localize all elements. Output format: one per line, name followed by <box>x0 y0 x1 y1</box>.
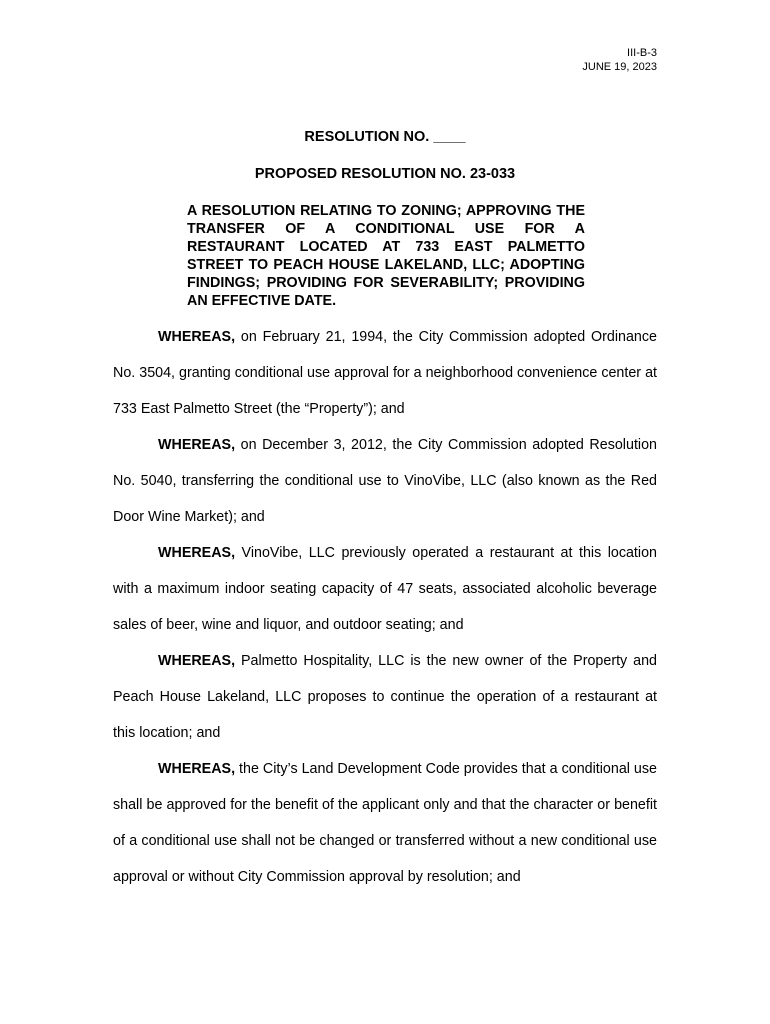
whereas-text: the City’s Land Development Code provides that a conditional use shall be approved for the benefit of the applicant only and that the character or benefit of a conditional use shall not be changed or transferred without a new conditional use approval or without City Commission approval by resolution; and <box>113 761 657 885</box>
whereas-paragraph-3 <box>113 535 657 643</box>
whereas-text: on December 3, 2012, the City Commission adopted Resolution No. 5040, transferring the conditional use to VinoVibe, LLC (also known as the Red Door Wine Market); and <box>113 437 657 525</box>
whereas-text: Palmetto Hospitality, LLC is the new owner of the Property and Peach House Lakeland, LLC proposes to continue the operation of a restaurant at this location; and <box>113 653 657 741</box>
page-header <box>582 46 657 74</box>
whereas-text: VinoVibe, LLC previously operated a restaurant at this location with a maximum indoor seating capacity of 47 seats, associated alcoholic beverage sales of beer, wine and liquor, and outdoor seating; and <box>113 545 657 633</box>
whereas-paragraph-1 <box>113 319 657 427</box>
whereas-lead: WHEREAS, <box>158 653 236 669</box>
whereas-paragraph-4 <box>113 643 657 751</box>
resolution-number: RESOLUTION NO. ____ <box>304 129 466 145</box>
whereas-lead: WHEREAS, <box>158 437 236 453</box>
whereas-paragraph-5 <box>113 751 657 895</box>
resolution-body <box>113 319 657 895</box>
whereas-lead: WHEREAS, <box>158 545 236 561</box>
whereas-lead: WHEREAS, <box>158 329 236 345</box>
header-date: JUNE 19, 2023 <box>582 61 657 73</box>
whereas-lead: WHEREAS, <box>158 761 236 777</box>
whereas-text: on February 21, 1994, the City Commission adopted Ordinance No. 3504, granting conditional use approval for a neighborhood convenience center at 733 East Palmetto Street (the “Property”); and <box>113 329 657 417</box>
whereas-paragraph-2 <box>113 427 657 535</box>
resolution-title: A RESOLUTION RELATING TO ZONING; APPROVING THE TRANSFER OF A CONDITIONAL USE FOR A RESTAURANT LOCATED AT 733 EAST PALMETTO STREET TO PEACH HOUSE LAKELAND, LLC; ADOPTING FINDINGS; PROVIDING FOR SEVERABILITY; PROVIDING AN EFFECTIVE DATE. <box>187 203 585 309</box>
page-code: III-B-3 <box>627 47 657 59</box>
proposed-resolution-number: PROPOSED RESOLUTION NO. 23-033 <box>254 166 516 182</box>
